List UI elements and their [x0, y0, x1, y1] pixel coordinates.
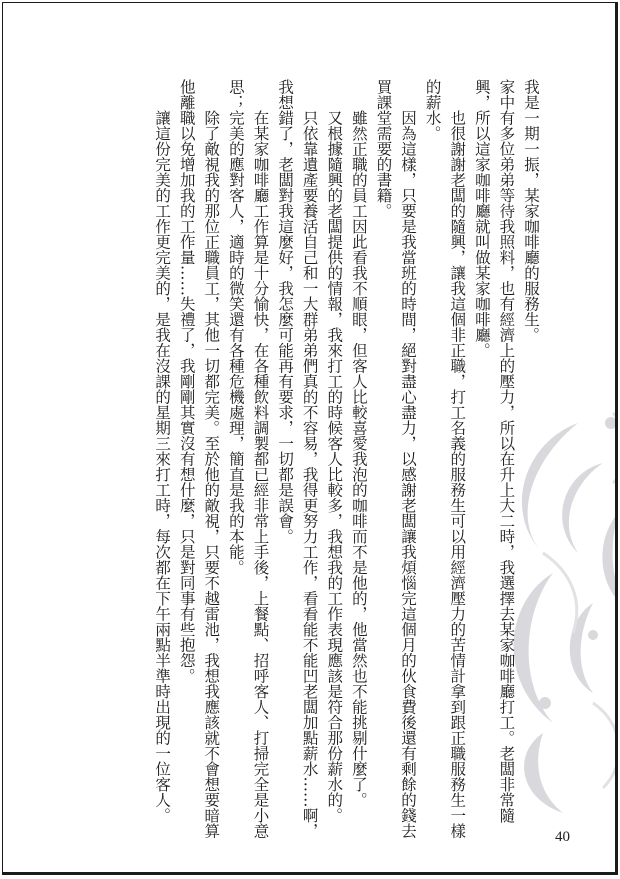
paragraph-1: 我是一期一振，某家咖啡廳的服務生。 [522, 79, 540, 343]
paragraph-2: 家中有多位弟弟等待我照料，也有經濟上的壓力，所以在升上大二時，我選擇去某家咖啡廳打工。老闆非常隨興，所以這家咖啡廳就叫做某家咖啡廳。 [472, 79, 516, 823]
vertical-text-body [93, 79, 543, 839]
paragraph-4: 因為這樣，只要是我當班的時間，絕對盡心盡力，以感謝老闆讓我煩惱完這個月的伙食費後還有剩餘的錢去買課堂需要的書籍。 [374, 79, 418, 839]
paragraph-6: 又根據隨興的老闆提供的情報，我來打工的時候客人比較多，我想我的工作表現應該是符合那份薪水的。 [325, 110, 344, 823]
page-number: 40 [555, 829, 570, 845]
paragraph-8: 在某家咖啡廳工作算是十分愉快，在各種飲料調製都已經非常上手後，上餐點、招呼客人、打掃完全是小意思；完美的應對客人，適時的微笑還有各種危機處理，簡直是我的本能。 [226, 79, 270, 839]
paragraph-10: 讓這份完美的工作更完美的，是我在沒課的星期三來打工時，每次都在下午兩點半準時出現的一位客人。 [153, 110, 172, 823]
paragraph-7: 只依靠遺產要養活自己和一大群弟弟們真的不容易，我得更努力工作，看看能不能凹老闆加點薪水……啊，我想錯了，老闆對我這麼好，我怎麼可能再有要求，一切都是誤會。 [276, 79, 319, 839]
paragraph-3: 也很謝謝老闆的隨興，讓我這個非正職，打工名義的服務生可以用經濟壓力的苦情計拿到跟正職服務生一樣的薪水。 [423, 79, 467, 839]
book-page [2, 2, 618, 875]
paragraph-5: 雖然正職的員工因此看我不順眼，但客人比較喜愛我泡的咖啡而不是他的，他當然也不能挑剔什麼了。 [349, 110, 368, 808]
paragraph-9: 除了敵視我的那位正職員工，其他一切都完美。至於他的敵視，只要不越雷池，我想我應該就不會想要暗算他離職以免增加我的工作量……失禮了，我剛剛其實沒有想什麼，只是對同事有些抱怨。 [177, 79, 221, 839]
